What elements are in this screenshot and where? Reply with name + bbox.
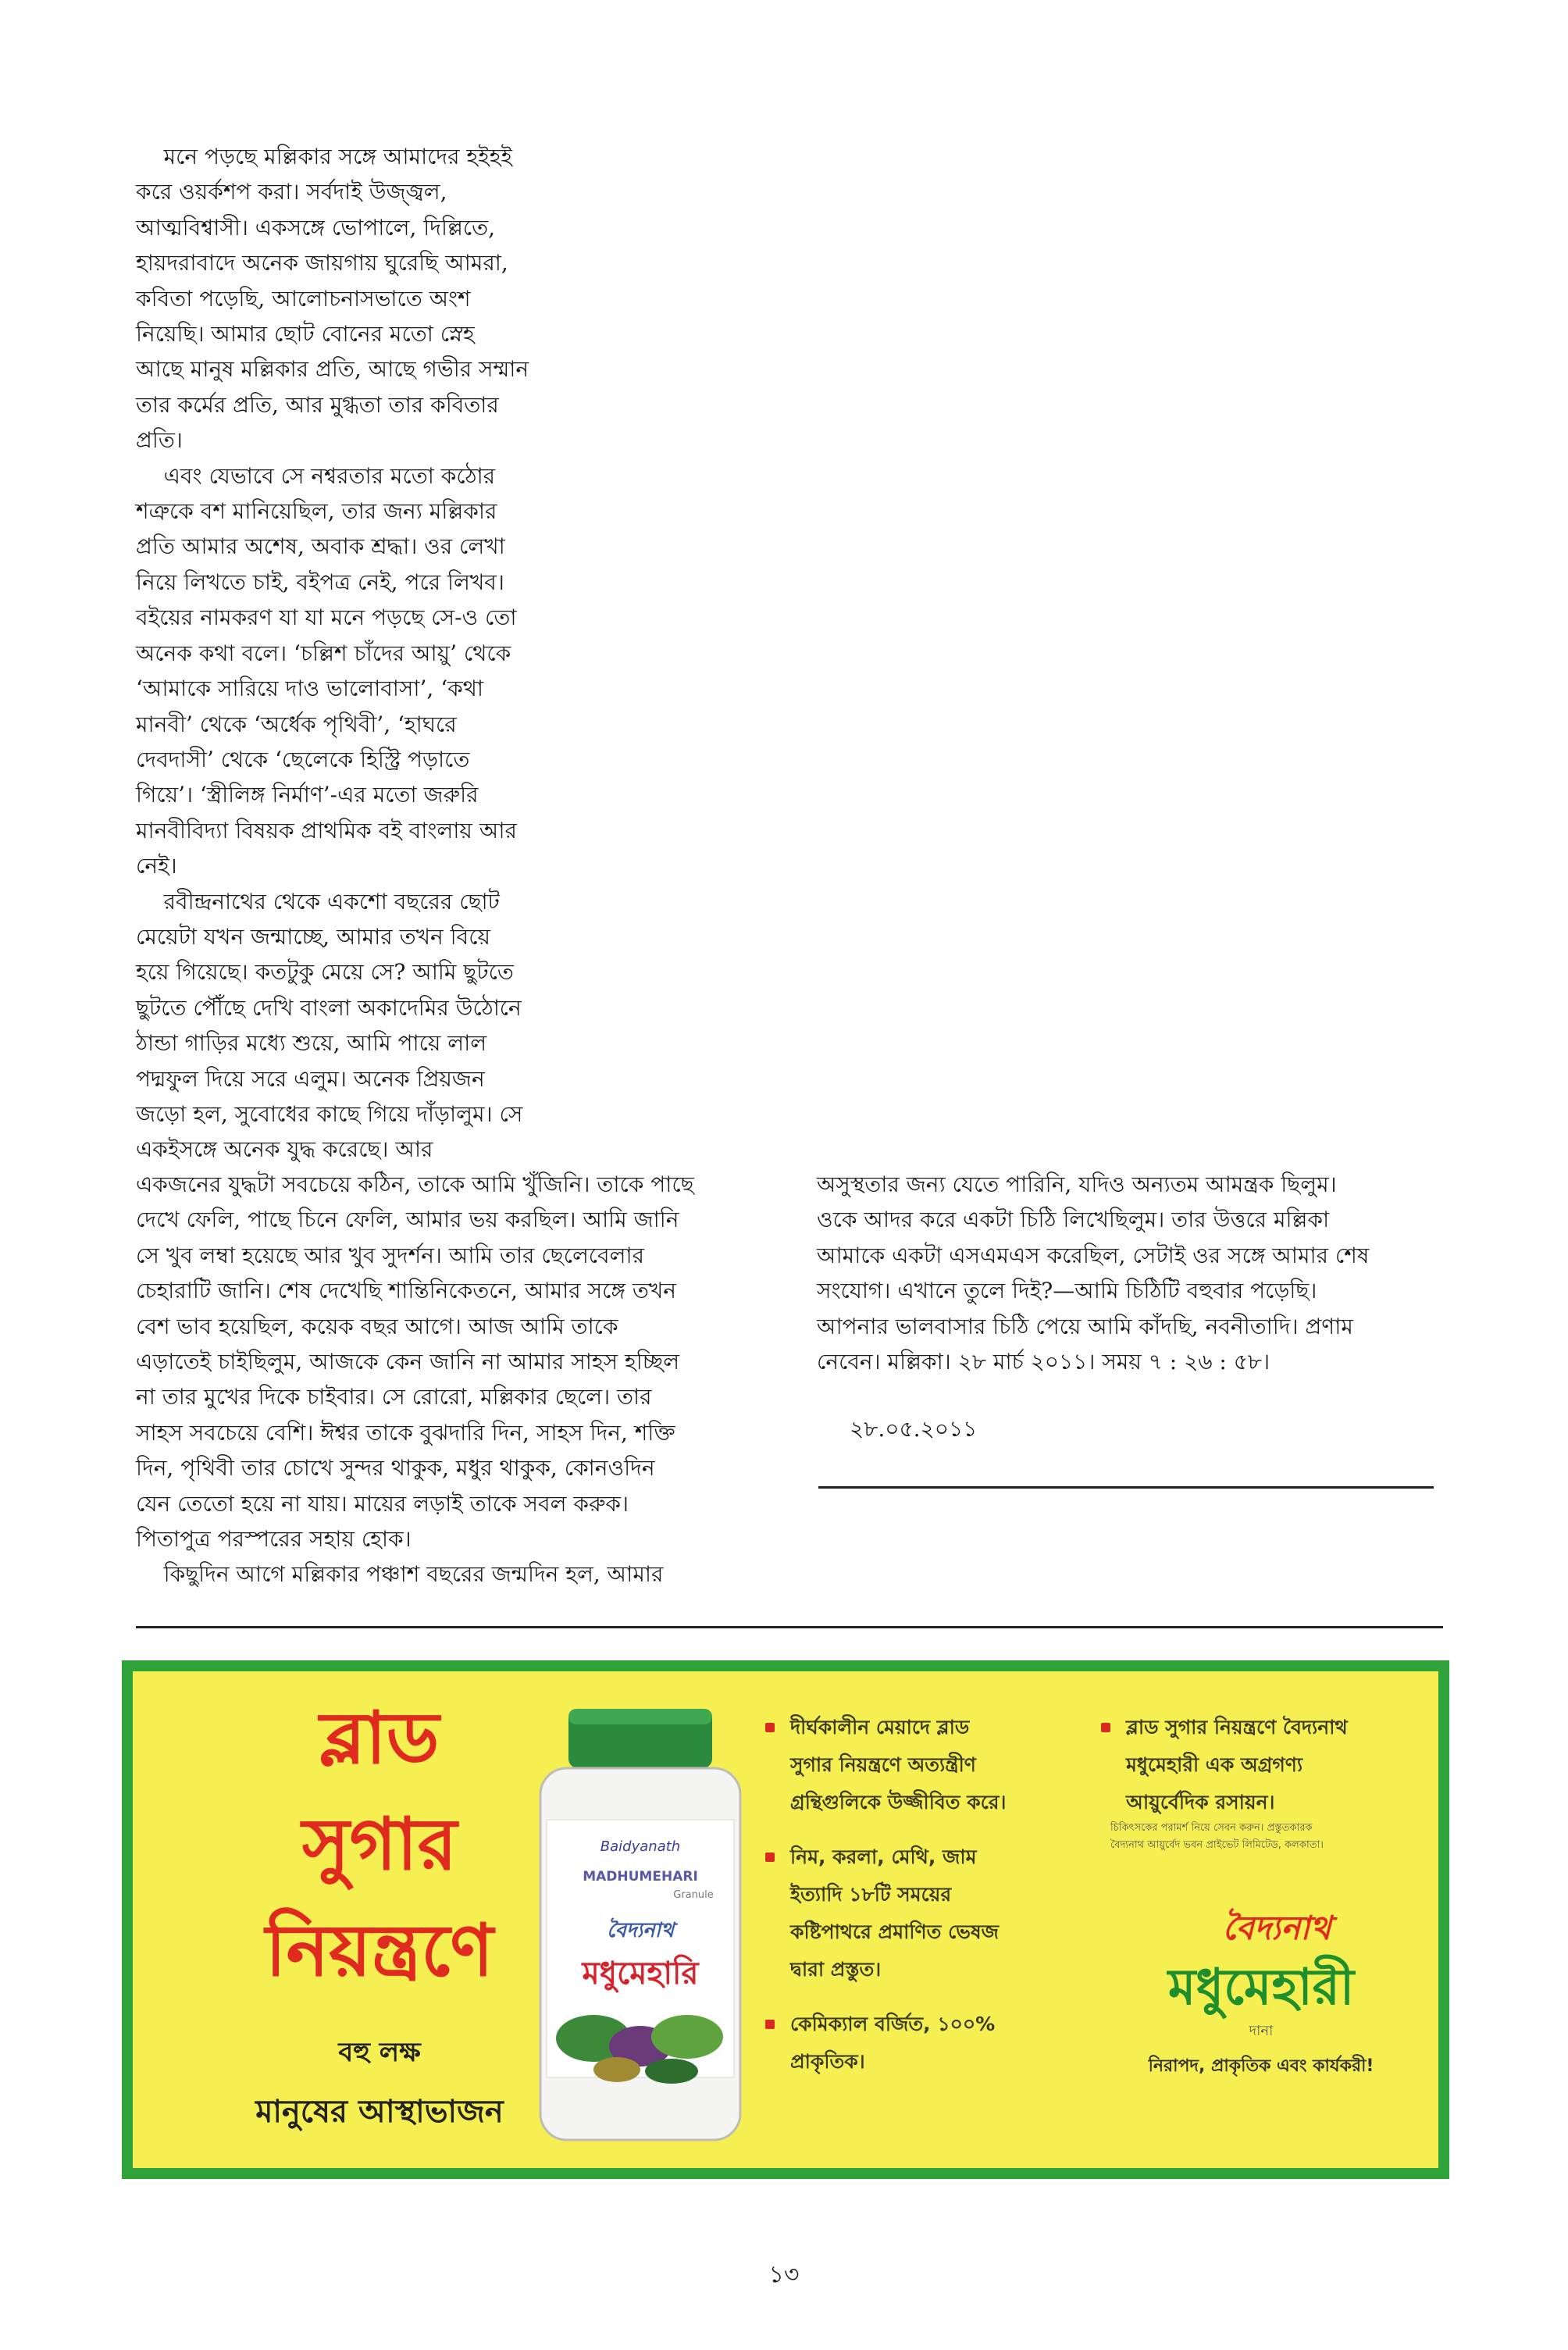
ad-bullet-item (1101, 1709, 1429, 1821)
ad-tagline: নিরাপদ, প্রাকৃতিক এবং কার্যকরী! (1148, 2056, 1374, 2076)
article-line: জড়ো হল, সুবোধের কাছে গিয়ে দাঁড়ালুম। সে (136, 1100, 523, 1127)
bullet-square-icon (1101, 1723, 1110, 1732)
article-line: আমাকে একটা এসএমএস করেছিল, সেটাই ওর সঙ্গে আমার শেষ (817, 1242, 1370, 1268)
medicine-jar-image (523, 1703, 757, 2148)
article-line: অসুস্থতার জন্য যেতে পারিনি, যদিও অন্যতম আমন্ত্রক ছিলুম। (817, 1171, 1337, 1197)
article-line: তার কর্মের প্রতি, আর মুগ্ধতা তার কবিতার (136, 391, 499, 418)
article-line: নিয়ে লিখতে চাই, বইপত্র নেই, পরে লিখব। (136, 569, 504, 595)
ad-fine-print-line: চিকিৎসকের পরামর্শ নিয়ে সেবন করুন। প্রস্তুতকারক (1110, 1822, 1313, 1834)
article-line: কবিতা পড়েছি, আলোচনাসভাতে অংশ (136, 285, 471, 312)
article-line: ঠান্ডা গাড়ির মধ্যে শুয়ে, আমি পায়ে লাল (136, 1030, 487, 1057)
jar-form-text: Granule (673, 1889, 714, 1901)
article-line: একজনের যুদ্ধটা সবচেয়ে কঠিন, তাকে আমি খুঁজিনি। তাকে পাছে (136, 1171, 694, 1197)
ad-bullet-line: নিম, করলা, মেথি, জাম (790, 1845, 977, 1868)
ad-heading-line: নিয়ন্ত্রণে (265, 1909, 494, 1992)
ad-fine-print (1110, 1820, 1423, 1854)
article-line: সে খুব লম্বা হয়েছে আর খুব সুদর্শন। আমি তার ছেলেবেলার (136, 1242, 645, 1268)
article-line: প্রতি আমার অশেষ, অবাক শ্রদ্ধা। ওর লেখা (136, 533, 505, 560)
jar-bengali-product-text: মধুমেহারি (582, 1956, 699, 1992)
bullet-square-icon (765, 2020, 775, 2029)
article-line: দেবদাসী’ থেকে ‘ছেলেকে হিস্ট্রি পড়াতে (136, 746, 470, 772)
jar-product-text: MADHUMEHARI (583, 1869, 698, 1885)
ad-product-form: দানা (1249, 2023, 1274, 2039)
article-line: প্রতি। (136, 427, 183, 454)
bullet-square-icon (765, 1853, 775, 1862)
ad-bullet-item (765, 2006, 1093, 2081)
article-line: নিয়েছি। আমার ছোট বোনের মতো স্নেহ (136, 321, 475, 348)
article-line: বইয়ের নামকরণ যা যা মনে পড়ছে সে-ও তো (136, 604, 517, 631)
article-line: কিছুদিন আগে মল্লিকার পঞ্চাশ বছরের জন্মদিন হল, আমার (136, 1561, 664, 1588)
article-line: ওকে আদর করে একটা চিঠি লিখেছিলুম। তার উত্তরে মল্লিকা (817, 1207, 1330, 1233)
article-line: যেন তেতো হয়ে না যায়। মায়ের লড়াই তাকে সবল করুক। (136, 1490, 629, 1517)
article-line: বেশ ভাব হয়েছিল, কয়েক বছর আগে। আজ আমি তাকে (136, 1313, 618, 1339)
ad-bullet-line: সুগার নিয়ন্ত্রণে অত্যন্ত্রীণ (790, 1753, 976, 1776)
article-column-2 (136, 1167, 767, 1592)
article-line: সংযোগ। এখানে তুলে দিই?—আমি চিঠিটি বহুবার পড়েছি। (817, 1278, 1317, 1304)
article-line: করে ওয়র্কশপ করা। সর্বদাই উজ্জ্বল, (136, 179, 447, 205)
article-line: দিন, পৃথিবী তার চোখে সুন্দর থাকুক, মধুর থাকুক, কোনওদিন (136, 1455, 655, 1482)
ad-bullet-line: ব্লাড সুগার নিয়ন্ত্রণে বৈদ্যনাথ (1126, 1716, 1348, 1738)
article-line: আছে মানুষ মল্লিকার প্রতি, আছে গভীর সম্মান (136, 356, 529, 383)
article-line: মানবী’ থেকে ‘অর্ধেক পৃথিবী’, ‘হাঘরে (136, 711, 457, 737)
article-column-3 (817, 1167, 1448, 1379)
ad-bullet-line: কেমিক্যাল বর্জিত, ১০০% (790, 2013, 996, 2035)
ad-bullet-line: প্রাকৃতিক। (790, 2050, 865, 2073)
article-line: এড়াতেই চাইছিলুম, আজকে কেন জানি না আমার সাহস হচ্ছিল (136, 1349, 680, 1375)
ad-bullet-item (765, 1838, 1093, 1988)
ad-fine-print-line: বৈদ্যনাথ আয়ুর্বেদ ভবন প্রাইভেট লিমিটেড, কলকাতা। (1110, 1839, 1324, 1851)
ad-heading-line: ব্লাড (319, 1696, 440, 1780)
ad-brand-name: বৈদ্যনাথ (1222, 1909, 1331, 1947)
article-line: চেহারাটি জানি। শেষ দেখেছি শান্তিনিকেতনে, আমার সঙ্গে তখন (136, 1278, 676, 1304)
page-number: ১৩ (768, 2261, 800, 2288)
article-line: রবীন্দ্রনাথের থেকে একশো বছরের ছোট (136, 888, 500, 915)
article-date: ২৮.০৫.২০১১ (850, 1416, 978, 1442)
article-line: পদ্মফুল দিয়ে সরে এলুম। অনেক প্রিয়জন (136, 1065, 485, 1092)
article-line: পিতাপুত্র পরস্পরের সহায় হোক। (136, 1526, 412, 1553)
jar-bengali-brand-text: বৈদ্যনাথ (606, 1919, 675, 1942)
article-line: আপনার ভালবাসার চিঠি পেয়ে আমি কাঁদছি, নবনীতাদি। প্রণাম (817, 1313, 1353, 1339)
bullet-square-icon (765, 1723, 775, 1732)
article-line: সাহস সবচেয়ে বেশি। ঈশ্বর তাকে বুঝদারি দিন, সাহস দিন, শক্তি (136, 1419, 675, 1446)
article-column-1 (136, 139, 573, 1168)
ad-product-name: মধুমেহারী (1167, 1959, 1355, 2017)
article-line: ‘আমাকে সারিয়ে দাও ভালোবাসা’, ‘কথা (136, 676, 483, 702)
advertisement-panel (133, 1671, 1438, 2168)
ad-bullet-line: গ্রন্থিগুলিকে উজ্জীবিত করে। (790, 1791, 1007, 1813)
article-line: গিয়ে’। ‘স্ত্রীলিঙ্গ নির্মাণ’-এর মতো জরুরি (136, 782, 479, 808)
ad-subheading-1: বহু লক্ষ (338, 2037, 421, 2068)
article-line: মেয়েটা যখন জন্মাচ্ছে, আমার তখন বিয়ে (136, 923, 490, 950)
ad-heading-line: সুগার (301, 1803, 458, 1886)
article-line: শত্রুকে বশ মানিয়েছিল, তার জন্য মল্লিকার (136, 498, 497, 525)
advertisement-banner (122, 1660, 1449, 2179)
article-line: দেখে ফেলি, পাছে চিনে ফেলি, আমার ভয় করছিল। আমি জানি (136, 1207, 679, 1233)
ad-bullet-line: কষ্টিপাথরে প্রমাণিত ভেষজ (790, 1920, 999, 1943)
article-line: নেই। (136, 853, 177, 879)
article-line: আত্মবিশ্বাসী। একসঙ্গে ভোপালে, দিল্লিতে, (136, 214, 496, 241)
article-line: অনেক কথা বলে। ‘চল্লিশ চাঁদের আয়ু’ থেকে (136, 640, 511, 666)
ad-bullets-left (765, 1709, 1093, 2098)
article-line: হায়দরাবাদে অনেক জায়গায় ঘুরেছি আমরা, (136, 250, 508, 276)
ad-bullet-item (765, 1709, 1093, 1821)
article-line: একইসঙ্গে অনেক যুদ্ধ করেছে। আর (136, 1136, 433, 1163)
article-line: ছুটতে পৌঁছে দেখি বাংলা অকাদেমির উঠোনে (136, 994, 522, 1021)
ad-bullet-line: আয়ুর্বেদিক রসায়ন। (1126, 1791, 1275, 1813)
ad-bullet-line: দ্বারা প্রস্তুত। (790, 1958, 882, 1981)
section-divider-short (818, 1486, 1434, 1489)
article-line: মানবীবিদ্যা বিষয়ক প্রাথমিক বই বাংলায় আর (136, 817, 517, 843)
ad-bullet-line: মধুমেহারী এক অগ্রগণ্য (1126, 1753, 1303, 1776)
jar-brand-text: Baidyanath (600, 1838, 681, 1855)
article-line: এবং যেভাবে সে নশ্বরতার মতো কঠোর (136, 462, 496, 489)
ad-heading (176, 1685, 583, 2004)
article-line: মনে পড়ছে মল্লিকার সঙ্গে আমাদের হইহই (136, 144, 512, 169)
article-line: নেবেন। মল্লিকা। ২৮ মার্চ ২০১১। সময় ৭ : ২৬ : ৫৮। (817, 1349, 1270, 1375)
article-line: না তার মুখের দিকে চাইবার। সে রোরো, মল্লিকার ছেলে। তার (136, 1384, 652, 1410)
ad-bullet-line: ইত্যাদি ১৮টি সময়ের (790, 1883, 952, 1906)
ad-subheading-2: মানুষের আস্থাভাজন (255, 2094, 504, 2130)
ad-bullet-line: দীর্ঘকালীন মেয়াদে ব্লাড (790, 1716, 970, 1738)
section-divider-long (136, 1626, 1443, 1628)
article-line: হয়ে গিয়েছে। কতটুকু মেয়ে সে? আমি ছুটতে (136, 959, 514, 986)
